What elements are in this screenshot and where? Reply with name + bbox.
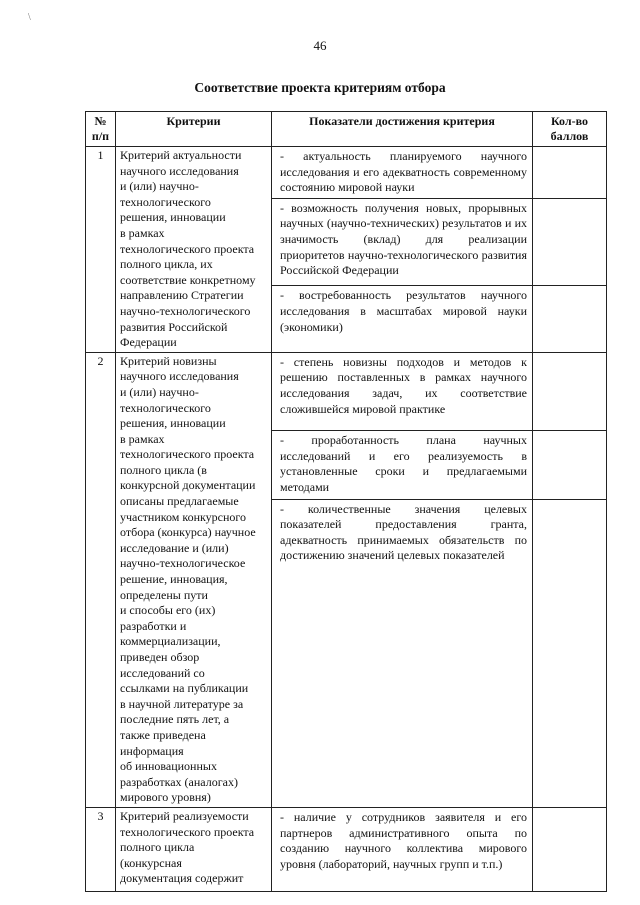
- points-cell: [533, 807, 607, 891]
- page-number: 46: [313, 38, 327, 53]
- row-number: 1: [86, 147, 116, 353]
- indicator-cell: [272, 198, 533, 286]
- indicator-text: - наличие у сотрудников заявителя и его партнеров административного опыта по созданию научного коллектива мирового уровня (лабораторий, научных групп и т.п.): [280, 809, 527, 871]
- indicator-text: - возможность получения новых, прорывных научных (научно-технических) результатов и их значимость (вклад) для реализации приоритетов научно-технологического развития Российской Федерации: [280, 200, 527, 278]
- indicator-text: - проработанность плана научных исследований и его реализуемость в установленные сроки и предлагаемыми методами: [280, 433, 527, 494]
- indicator-text: - степень новизны подходов и методов к решению поставленных в рамках научного исследования задач, их соответствие сложившейся мировой практике: [280, 354, 527, 416]
- indicator-cell: [272, 807, 533, 891]
- indicator-cell: [272, 147, 533, 199]
- scan-mark: \: [28, 12, 31, 23]
- table-row: [86, 807, 607, 891]
- criterion-cell: [116, 147, 272, 353]
- indicator-cell: [272, 499, 533, 807]
- points-cell: [533, 147, 607, 199]
- indicator-cell: [272, 352, 533, 430]
- header-points: Кол-во баллов: [533, 112, 607, 147]
- points-cell: [533, 352, 607, 430]
- points-cell: [533, 499, 607, 807]
- criterion-text: Критерий актуальности научного исследования и (или) научно- технологического решения, инновации в рамках технологического проекта полного цикла, их соответствие конкретному направлению Стратегии научно-технологического развития Российской Федерации: [120, 148, 256, 350]
- points-cell: [533, 198, 607, 286]
- indicator-cell: [272, 286, 533, 352]
- table-row: [86, 352, 607, 430]
- indicator-text: - количественные значения целевых показателей предоставления гранта, адекватность принимаемых обязательств по достижению значений целевых показателей: [280, 501, 527, 563]
- indicator-cell: [272, 431, 533, 499]
- table-header-row: [86, 112, 607, 147]
- criterion-cell: [116, 352, 272, 807]
- points-cell: [533, 431, 607, 499]
- points-cell: [533, 286, 607, 352]
- page-title: Соответствие проекта критериям отбора: [194, 80, 446, 95]
- indicator-text: - востребованность результатов научного исследования в масштабах мировой науки (экономики): [280, 288, 527, 334]
- header-indicators: Показатели достижения критерия: [272, 112, 533, 147]
- indicator-text: - актуальность планируемого научного исследования и его адекватность современному состоянию мировой науки: [280, 149, 527, 195]
- row-number: 3: [86, 807, 116, 891]
- criterion-text: Критерий реализуемости технологического проекта полного цикла (конкурсная документация содержит: [120, 808, 255, 886]
- criteria-table: [85, 111, 607, 892]
- criterion-cell: [116, 807, 272, 891]
- header-criteria: Критерии: [116, 112, 272, 147]
- table-row: [86, 147, 607, 199]
- row-number: 2: [86, 352, 116, 807]
- header-num: № п/п: [86, 112, 116, 147]
- criterion-text: Критерий новизны научного исследования и (или) научно- технологического решения, инновации в рамках технологического проекта полного цикла (в конкурсной документации описаны предлагаемые участником конкурсного отбора (конкурса) научное исследование и (или) научно-технологическое решение, инновация, определены пути и способы его (их) разработки и коммерциализации, приведен обзор исследований со ссылками на публикации в научной литературе за последние пять лет, а также приведена информация об инновационных разработках (аналогах) мирового уровня): [120, 353, 256, 805]
